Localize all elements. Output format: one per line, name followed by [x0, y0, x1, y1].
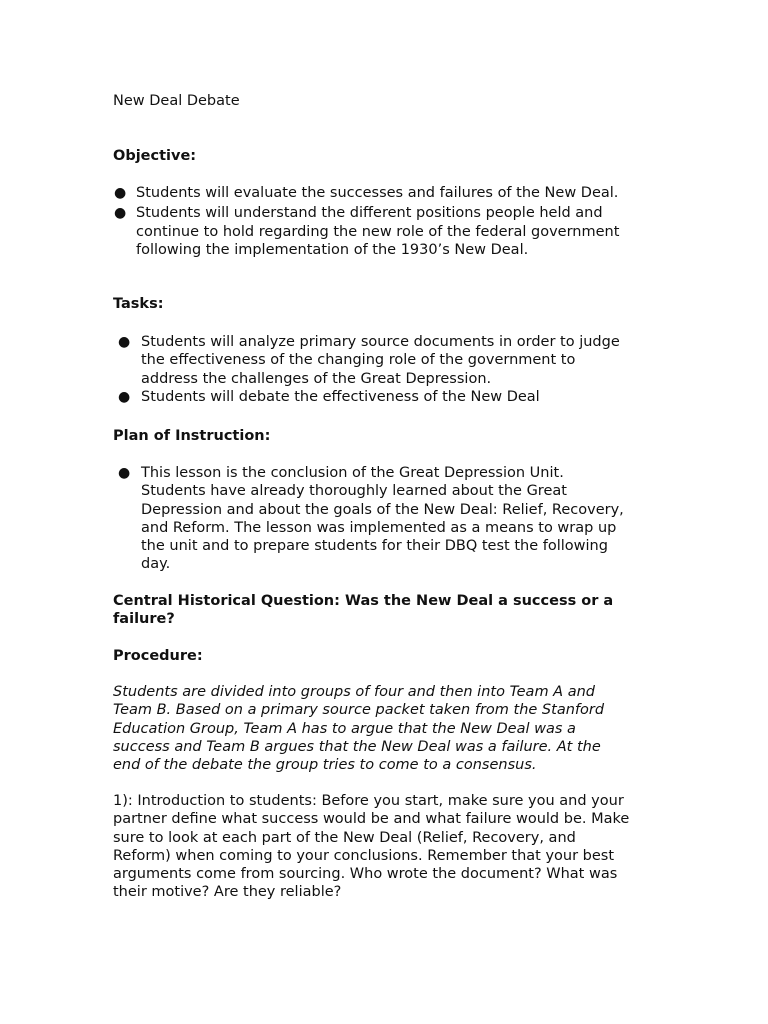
line: continue to hold regarding the new role of the federal government	[136, 223, 620, 240]
bullet-icon: ●	[118, 388, 131, 405]
line: success and Team B argues that the New Deal was a failure. At the	[113, 738, 601, 755]
line: address the challenges of the Great Depression.	[141, 370, 492, 387]
line: the unit and to prepare students for their DBQ test the following	[141, 538, 608, 555]
bullet-icon: ●	[118, 465, 131, 481]
procedure-heading: Procedure:	[113, 648, 203, 664]
line: partner define what success would be and what failure would be. Make	[113, 811, 630, 828]
line: failure?	[113, 611, 175, 628]
tasks-list	[113, 333, 643, 406]
objective-list	[113, 184, 643, 259]
line: Students are divided into groups of four and then into Team A and	[113, 684, 595, 700]
objective-item	[113, 184, 643, 202]
line: 1): Introduction to students: Before you start, make sure you and your	[113, 793, 624, 809]
line: and Reform. The lesson was implemented as a means to wrap up	[141, 519, 617, 536]
task-item	[113, 333, 643, 388]
line: their motive? Are they reliable?	[113, 884, 342, 901]
task-item	[113, 388, 643, 406]
objective-item	[113, 204, 643, 259]
line: Students will understand the different positions people held and	[136, 205, 603, 222]
procedure-step-1	[113, 792, 653, 902]
line: Students have already thoroughly learned about the Great	[141, 483, 567, 500]
line: the effectiveness of the changing role of the government to	[141, 352, 576, 369]
line: end of the debate the group tries to come to a consensus.	[113, 757, 537, 774]
plan-list	[113, 464, 643, 574]
line: Depression and about the goals of the New Deal: Relief, Recovery,	[141, 501, 624, 518]
line: Reform) when coming to your conclusions. Remember that your best	[113, 847, 615, 864]
bullet-icon: ●	[114, 185, 127, 201]
plan-heading: Plan of Instruction:	[113, 428, 271, 444]
line: Team B. Based on a primary source packet taken from the Stanford	[113, 702, 605, 719]
line: sure to look at each part of the New Deal (Relief, Recovery, and	[113, 829, 576, 846]
objective-heading: Objective:	[113, 148, 197, 164]
plan-item	[113, 464, 643, 574]
tasks-heading: Tasks:	[113, 296, 164, 312]
line: Students will evaluate the successes and failures of the New Deal.	[136, 185, 619, 201]
line: day.	[141, 556, 171, 573]
line: arguments come from sourcing. Who wrote the document? What was	[113, 866, 618, 883]
procedure-intro	[113, 683, 653, 774]
bullet-icon: ●	[118, 334, 131, 350]
line: following the implementation of the 1930’s New Deal.	[136, 241, 529, 258]
line: Central Historical Question: Was the New Deal a success or a	[113, 593, 614, 609]
line: This lesson is the conclusion of the Great Depression Unit.	[141, 465, 564, 481]
line: Education Group, Team A has to argue that the New Deal was a	[113, 720, 576, 737]
line: Students will analyze primary source documents in order to judge	[141, 334, 620, 350]
bullet-icon: ●	[114, 205, 127, 222]
line: Students will debate the effectiveness of the New Deal	[141, 388, 540, 405]
central-question	[113, 592, 643, 629]
document-title: New Deal Debate	[113, 93, 240, 109]
